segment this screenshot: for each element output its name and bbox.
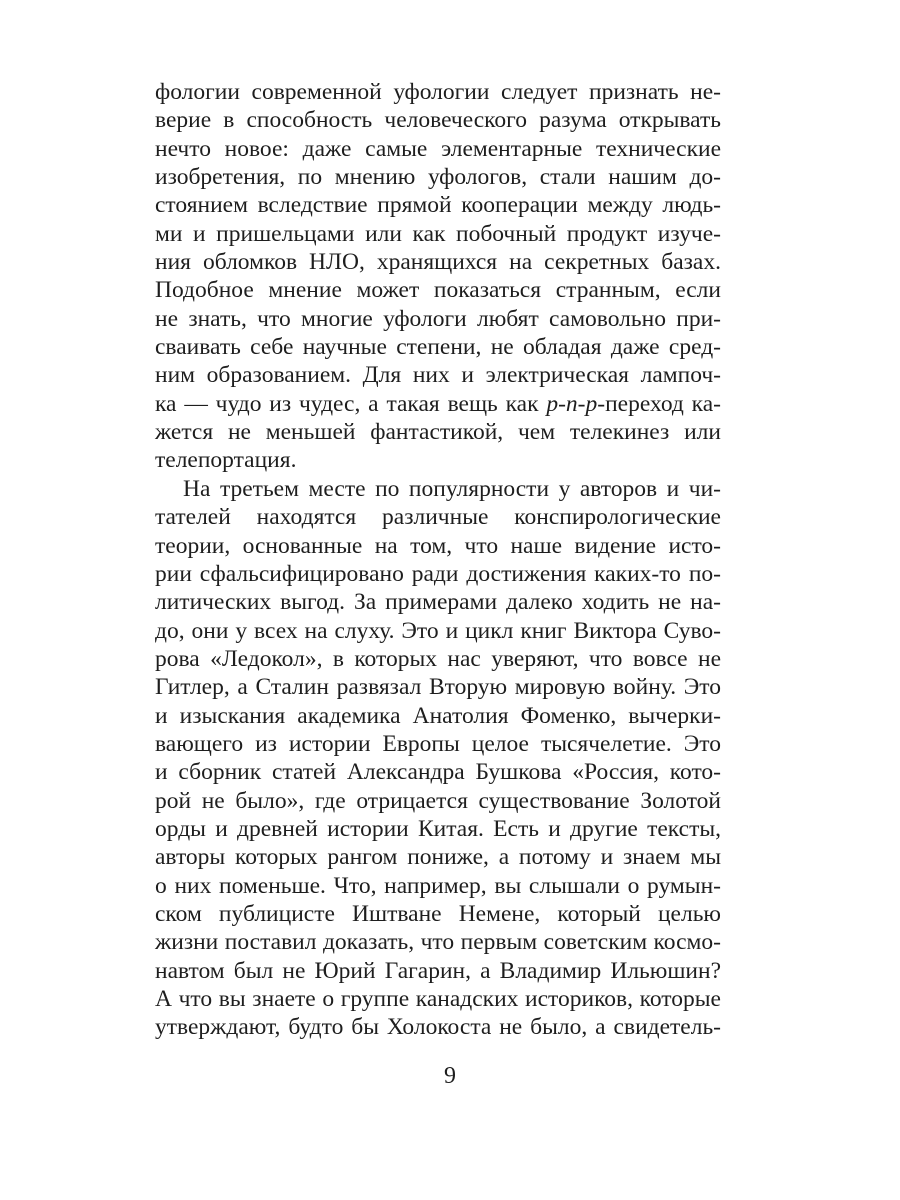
text-line: утверждают, будто бы Холокоста не было, а свидетель-: [155, 1014, 721, 1041]
text-line: Подобное мнение может показаться странным, если: [155, 277, 721, 304]
text-line: ним образованием. Для них и электрическая лампоч-: [155, 362, 721, 389]
text-line: до, они у всех на слуху. Это и цикл книг Виктора Суво-: [155, 617, 721, 644]
text-line: верие в способность человеческого разума открывать: [155, 107, 721, 134]
text-line: стоянием вследствие прямой кооперации между людь-: [155, 192, 721, 219]
text-line: На третьем месте по популярности у авторов и чи-: [183, 475, 721, 502]
text-line: вающего из истории Европы целое тысячелетие. Это: [155, 730, 721, 757]
paragraph-1: [155, 78, 721, 475]
text-line: о них поменьше. Что, например, вы слышали о румын-: [155, 872, 721, 899]
text-line: нечто новое: даже самые элементарные технические: [155, 135, 721, 162]
text-line: жизни поставил доказать, что первым советским космо-: [155, 929, 721, 956]
text-line: рова «Ледокол», в которых нас уверяют, что вовсе не: [155, 645, 721, 672]
text-line: изобретения, по мнению уфологов, стали нашим до-: [155, 164, 721, 191]
text-line: ния обломков НЛО, хранящихся на секретных базах.: [155, 249, 721, 276]
text-line: А что вы знаете о группе канадских историков, которые: [155, 986, 721, 1012]
page-number: 9: [444, 1063, 456, 1089]
text-line: не знать, что многие уфологи любят самовольно при-: [155, 305, 721, 332]
page-body-text: [155, 78, 721, 1042]
text-line: орды и древней истории Китая. Есть и другие тексты,: [155, 815, 721, 842]
text-line: ми и пришельцами или как побочный продукт изуче-: [155, 220, 721, 247]
text-line: жется не меньшей фантастикой, чем телекинез или: [155, 419, 721, 446]
text-line: и изыскания академика Анатолия Фоменко, вычерки-: [155, 702, 721, 729]
italic-term: p-n-p: [546, 390, 598, 417]
text-line: и сборник статей Александра Бушкова «Россия, кото-: [155, 759, 721, 786]
text-line: литических выгод. За примерами далеко ходить не на-: [155, 589, 721, 616]
text-line: теории, основанные на том, что наше видение исто-: [155, 532, 721, 559]
text-segment: ка — чудо из чудес, а такая вещь как: [155, 390, 547, 417]
text-line: ском публицисте Иштване Немене, который целью: [155, 900, 721, 927]
text-line: тателей находятся различные конспирологические: [155, 504, 721, 531]
text-line: Гитлер, а Сталин развязал Вторую мировую войну. Это: [155, 674, 721, 701]
text-line: навтом был не Юрий Гагарин, а Владимир Ильюшин?: [155, 957, 721, 984]
text-line: телепортация.: [155, 447, 297, 474]
text-line: авторы которых рангом пониже, а потому и знаем мы: [155, 844, 721, 871]
text-line: [155, 390, 721, 418]
text-line: рой не было», где отрицается существование Золотой: [155, 787, 721, 814]
text-line: фологии современной уфологии следует признать не-: [155, 79, 721, 105]
text-segment: -переход ка-: [597, 390, 722, 417]
text-line: сваивать себе научные степени, не обладая даже сред-: [155, 334, 721, 361]
text-line: рии сфальсифицировано ради достижения каких-то по-: [155, 560, 721, 587]
paragraph-2: [155, 475, 721, 1042]
